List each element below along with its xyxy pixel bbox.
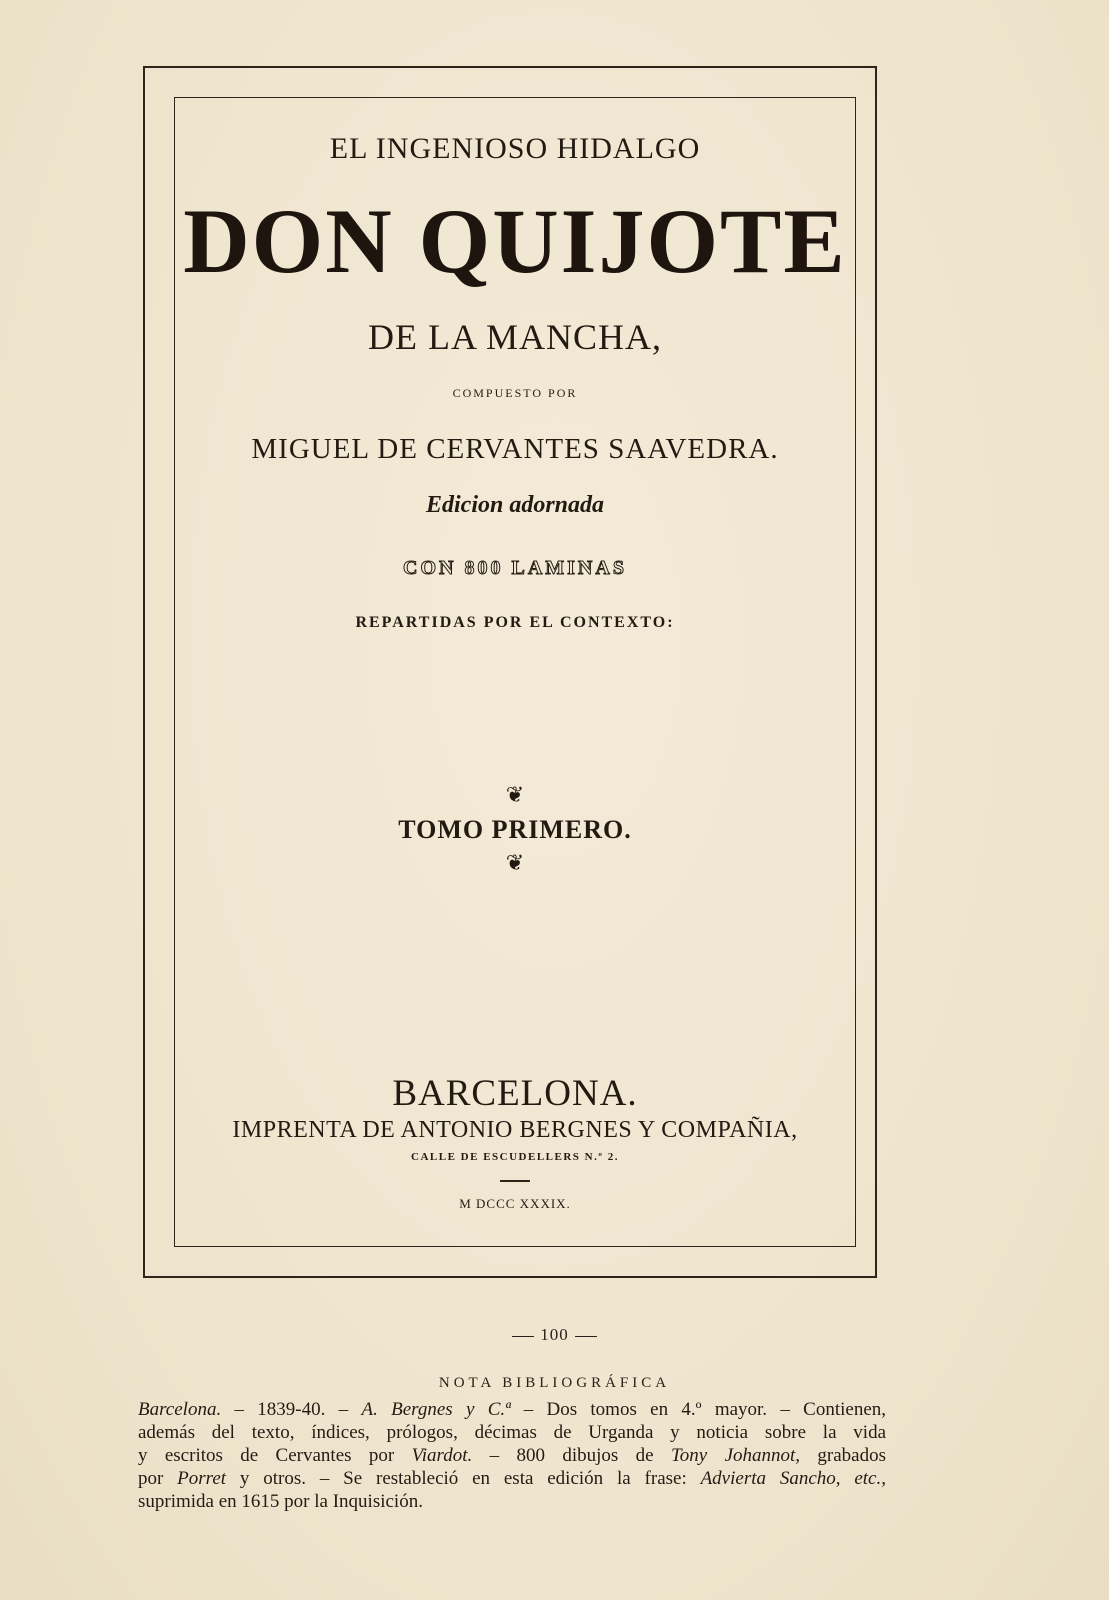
note-segment: suprimida en 1615 por la Inquisición. — [138, 1491, 423, 1512]
edition-line: Edicion adornada — [425, 492, 605, 518]
note-segment: Barcelona. — [138, 1399, 222, 1420]
distribution-line: REPARTIDAS POR EL CONTEXTO: — [355, 614, 675, 631]
plates-line: CON 800 LAMINAS — [403, 557, 627, 579]
note-segment: Viardot. — [411, 1445, 473, 1466]
title-line-de-la-mancha: DE LA MANCHA, — [367, 317, 662, 357]
page-number-dash-left — [512, 1336, 534, 1337]
note-segment: Porret — [177, 1468, 227, 1489]
note-line — [138, 1444, 886, 1467]
note-segment: A. Bergnes y C.ª — [361, 1399, 511, 1420]
page-number-dash-right — [575, 1336, 597, 1337]
note-line — [138, 1467, 886, 1490]
page-number-value: 100 — [540, 1325, 569, 1344]
note-line — [138, 1398, 886, 1421]
note-segment: – 1839-40. – — [221, 1399, 362, 1420]
note-segment: – Dos tomos en 4.º mayor. – Contienen, — [510, 1399, 887, 1420]
ornament-bottom: ❦ — [505, 850, 525, 875]
imprint-address: CALLE DE ESCUDELLERS N.º 2. — [411, 1151, 619, 1163]
note-segment: y escritos de Cervantes por — [138, 1445, 412, 1466]
ornament-top: ❦ — [505, 782, 525, 807]
bibliographic-note-body — [138, 1398, 886, 1513]
note-segment: además del texto, índices, prólogos, décimas de Urganda y noticia sobre la vida — [138, 1422, 886, 1443]
title-line-ingenioso-hidalgo: EL INGENIOSO HIDALGO — [329, 132, 701, 165]
author-name: MIGUEL DE CERVANTES SAAVEDRA. — [251, 433, 779, 465]
short-divider-rule — [500, 1180, 530, 1182]
note-segment: y otros. – Se restableció en esta edición la frase: — [226, 1468, 701, 1489]
note-segment: Tony Johannot, — [670, 1445, 801, 1466]
note-segment: por — [138, 1468, 178, 1489]
bibliographic-note-title: NOTA BIBLIOGRÁFICA — [438, 1375, 671, 1391]
volume-label: TOMO PRIMERO. — [398, 815, 632, 844]
imprint-printer: IMPRENTA DE ANTONIO BERGNES Y COMPAÑIA, — [232, 1117, 798, 1143]
imprint-city: BARCELONA. — [392, 1073, 638, 1114]
note-segment: grabados — [800, 1445, 886, 1466]
imprint-year: M DCCC XXXIX. — [459, 1196, 571, 1211]
note-line — [138, 1421, 886, 1444]
note-line — [138, 1490, 886, 1513]
main-title-don-quijote: DON QUIJOTE — [183, 190, 847, 292]
note-segment: – 800 dibujos de — [472, 1445, 671, 1466]
compuesto-por-line: COMPUESTO POR — [452, 386, 578, 400]
note-segment: Advierta Sancho, etc., — [700, 1468, 886, 1489]
page-number — [0, 1325, 1109, 1345]
